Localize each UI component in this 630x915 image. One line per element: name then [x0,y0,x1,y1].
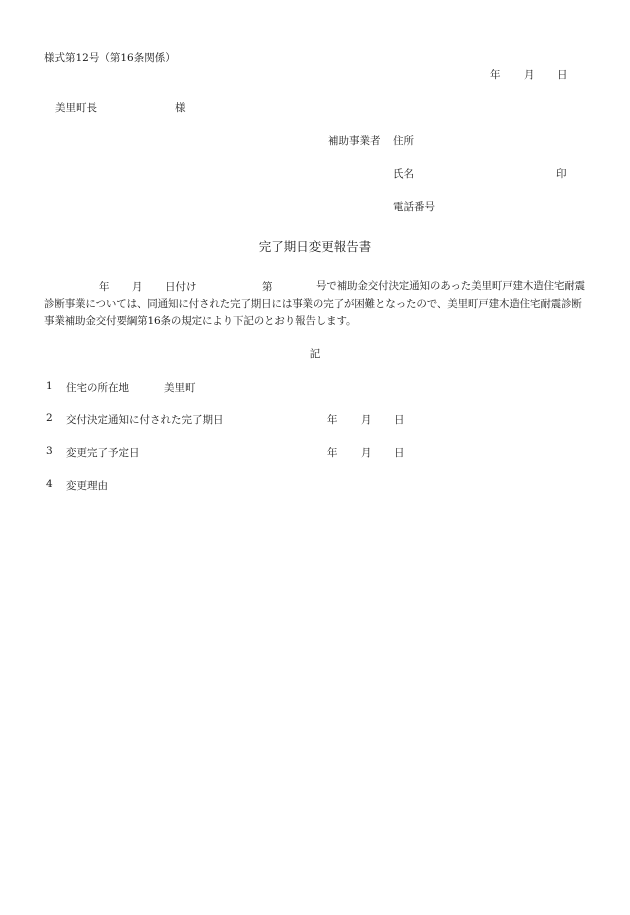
name-label: 氏名 [393,168,414,180]
item-number: 2 [46,412,53,424]
body-text: 号で補助金交付決定通知のあった美里町戸建木造住宅耐震診断事業については、同通知に付された完了期日には事業の完了が困難となったので、美里町戸建木造住宅耐震診断事業補助金交付要綱第16条の規定により下記のとおり報告します。 [44,280,585,327]
address-label: 住所 [393,135,414,147]
ki-label: 記 [309,348,321,360]
item-label: 住宅の所在地 [66,382,129,394]
date-month-label: 月 [524,69,535,81]
date-year-label: 年 [490,69,501,81]
seal-mark: 印 [556,168,567,180]
date-day-label: 日 [557,69,568,81]
body-year: 年 [99,281,110,293]
item-month: 月 [361,447,372,459]
body-day-dated: 日付け [165,281,197,293]
document-title: 完了期日変更報告書 [258,239,372,254]
item-number: 1 [46,380,53,392]
item-number: 3 [46,445,53,457]
form-number: 様式第12号（第16条関係） [44,52,176,64]
addressee-honorific: 様 [175,102,186,114]
item-month: 月 [361,414,372,426]
item-year: 年 [327,447,338,459]
item-value: 美里町 [164,382,196,394]
phone-label: 電話番号 [393,201,435,213]
item-year: 年 [327,414,338,426]
item-day: 日 [394,447,405,459]
applicant-heading: 補助事業者 [328,135,381,147]
item-day: 日 [394,414,405,426]
item-label: 変更理由 [66,480,108,492]
item-label: 交付決定通知に付された完了期日 [66,414,224,426]
body-month: 月 [132,281,143,293]
item-number: 4 [46,478,53,490]
body-dai: 第 [262,281,273,293]
item-label: 変更完了予定日 [66,447,140,459]
addressee-name: 美里町長 [55,102,97,114]
